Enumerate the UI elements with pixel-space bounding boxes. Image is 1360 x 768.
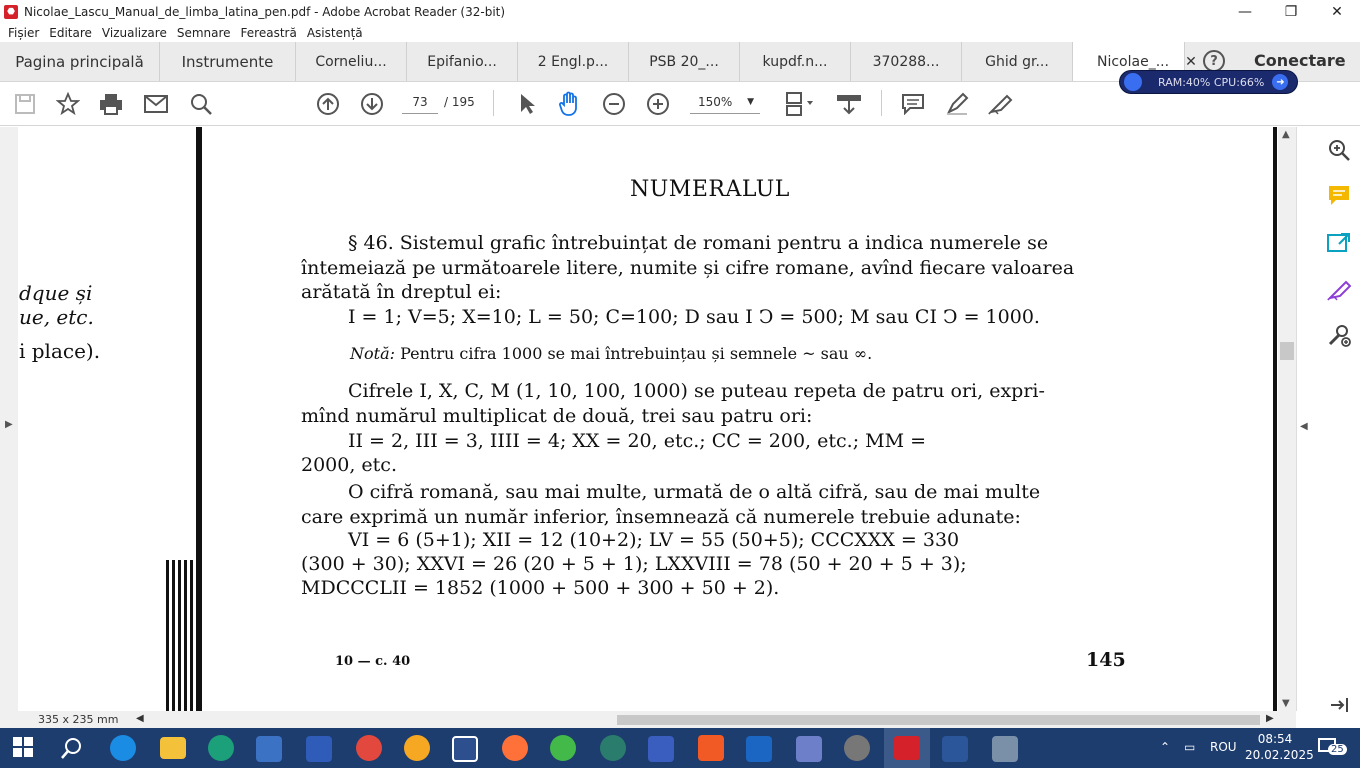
title-bar xyxy=(0,0,1360,23)
tab-active-label: Nicolae_... xyxy=(1097,53,1170,70)
brave-icon[interactable] xyxy=(698,735,724,761)
prev-page-line-3: i place). xyxy=(19,339,101,363)
para3-line-3: VI = 6 (5+1); XII = 12 (10+2); LV = 55 (50+5); CCCXXX = 330 xyxy=(348,529,960,551)
zoom-select[interactable] xyxy=(690,90,760,114)
email-icon[interactable] xyxy=(143,91,169,117)
tools-wrench-icon[interactable] xyxy=(1326,322,1352,348)
monitor-text: RAM:40% CPU:66% xyxy=(1158,75,1265,89)
clock-date: 20.02.2025 xyxy=(1245,748,1314,762)
tab-home[interactable]: Pagina principală xyxy=(0,42,160,81)
para1-line-3: arătată în dreptul ei: xyxy=(301,281,502,303)
para2-line-4: 2000, etc. xyxy=(301,454,397,476)
window-title: Nicolae_Lascu_Manual_de_limba_latina_pen.pdf - Adobe Acrobat Reader (32-bit) xyxy=(24,4,506,19)
para2-line-2: mînd numărul multiplicat de două, trei sau patru ori: xyxy=(301,405,813,427)
bookmark-star-icon[interactable] xyxy=(55,91,81,117)
file-explorer-icon[interactable] xyxy=(160,737,186,759)
page-total: / 195 xyxy=(444,95,475,109)
chrome-icon[interactable] xyxy=(356,735,382,761)
select-cursor-icon[interactable] xyxy=(514,91,540,117)
right-tools-panel xyxy=(1296,127,1360,711)
para2-line-1: Cifrele I, X, C, M (1, 10, 100, 1000) se puteau repeta de patru ori, expri- xyxy=(348,380,1045,402)
tab-doc-1[interactable]: Corneliu... xyxy=(296,42,407,81)
para3-line-4: (300 + 30); XXVI = 26 (20 + 5 + 1); LXXVIII = 78 (50 + 20 + 5 + 3); xyxy=(301,553,967,575)
print-icon[interactable] xyxy=(98,91,124,117)
zoom-out-icon[interactable] xyxy=(601,91,627,117)
scroll-down-icon[interactable]: ▼ xyxy=(1282,698,1290,709)
display-app-icon[interactable] xyxy=(992,736,1018,762)
scroll-right-icon[interactable]: ▶ xyxy=(1266,713,1274,724)
tab-doc-5[interactable]: kupdf.n... xyxy=(740,42,851,81)
globe-app-icon[interactable] xyxy=(550,735,576,761)
menu-help[interactable]: Asistență xyxy=(306,25,363,40)
cube-app-icon[interactable] xyxy=(796,736,822,762)
notification-count: 25 xyxy=(1328,744,1347,755)
hand-tool-icon[interactable] xyxy=(557,91,583,117)
export-pdf-icon[interactable] xyxy=(1326,230,1352,256)
word-icon[interactable] xyxy=(942,736,968,762)
fit-page-icon[interactable] xyxy=(781,91,817,117)
page-footer-signature: 10 — c. 40 xyxy=(335,654,411,669)
menu-sign[interactable]: Semnare xyxy=(176,25,231,40)
menu-bar xyxy=(0,23,1360,42)
prev-page-line-1: dque și xyxy=(19,281,93,305)
left-panel-collapsed[interactable] xyxy=(0,127,18,711)
page-number-printed: 145 xyxy=(1086,649,1126,671)
menu-file[interactable]: Fișier xyxy=(8,25,40,40)
clock-time: 08:54 xyxy=(1257,732,1293,746)
save-icon[interactable] xyxy=(12,91,38,117)
rocket-icon xyxy=(1124,73,1142,91)
disk-app-icon[interactable] xyxy=(648,736,674,762)
search-taskbar-icon[interactable] xyxy=(60,736,86,762)
para3-line-1: O cifră romană, sau mai multe, urmată de o altă cifră, sau de mai multe xyxy=(348,481,1041,503)
windows-start-icon[interactable] xyxy=(12,736,34,758)
taskbar-clock[interactable] xyxy=(1245,731,1314,763)
search-icon[interactable] xyxy=(188,91,214,117)
scroll-thumb[interactable] xyxy=(1280,342,1294,360)
notification-center-icon[interactable] xyxy=(1318,738,1344,755)
page-down-icon[interactable] xyxy=(359,91,385,117)
tab-doc-3[interactable]: 2 Engl.p... xyxy=(518,42,629,81)
book-spine-edge xyxy=(166,560,196,711)
vertical-scrollbar[interactable] xyxy=(1278,127,1296,711)
tray-chevron-up-icon[interactable]: ⌃ xyxy=(1160,740,1171,754)
panel-toggle-icon[interactable] xyxy=(1326,692,1352,718)
arrow-right-icon[interactable]: ➜ xyxy=(1272,74,1288,90)
tab-doc-4[interactable]: PSB 20_... xyxy=(629,42,740,81)
horizontal-scroll-thumb[interactable] xyxy=(617,715,1260,725)
system-monitor-widget[interactable] xyxy=(1119,70,1298,94)
media-player-icon[interactable] xyxy=(256,736,282,762)
nota-text: Pentru cifra 1000 se mai întrebuințau și semnele ~ sau ∞. xyxy=(400,344,873,363)
para1-line-1: § 46. Sistemul grafic întrebuințat de romani pentru a indica numerele se xyxy=(348,232,1049,254)
chevron-down-icon: ▼ xyxy=(747,96,754,107)
language-indicator[interactable]: ROU xyxy=(1210,740,1237,754)
maximize-button[interactable]: ❐ xyxy=(1284,3,1298,20)
sign-icon[interactable] xyxy=(988,91,1014,117)
status-bar xyxy=(0,711,1296,728)
internet-explorer-icon[interactable] xyxy=(110,735,136,761)
collapse-right-panel-icon[interactable]: ◀ xyxy=(1300,421,1308,432)
para3-line-5: MDCCCLII = 1852 (1000 + 500 + 300 + 50 + 2). xyxy=(301,577,780,599)
prev-page-line-2: ue, etc. xyxy=(19,305,94,329)
close-window-button[interactable]: ✕ xyxy=(1331,3,1343,20)
highlight-pen-icon[interactable] xyxy=(944,91,970,117)
scroll-mode-icon[interactable] xyxy=(836,91,862,117)
acrobat-icon: ⬣ xyxy=(4,5,18,19)
comment-icon[interactable] xyxy=(900,91,926,117)
zoom-value: 150% xyxy=(698,94,733,109)
acrobat-taskbar-active[interactable] xyxy=(884,728,930,768)
zoom-tool-icon[interactable] xyxy=(1326,137,1352,163)
green-app-icon[interactable] xyxy=(600,735,626,761)
bw-app-icon[interactable] xyxy=(844,735,870,761)
network-icon[interactable]: ▭ xyxy=(1184,740,1196,754)
menu-view[interactable]: Vizualizare xyxy=(101,25,167,40)
para1-line-2: întemeiază pe următoarele litere, numite și cifre romane, avînd fiecare valoarea xyxy=(301,257,1075,279)
save-app-icon[interactable] xyxy=(306,736,332,762)
tab-tools[interactable]: Instrumente xyxy=(160,42,296,81)
fill-sign-icon[interactable] xyxy=(1326,277,1352,303)
firefox-icon[interactable] xyxy=(502,735,528,761)
page-heading: NUMERALUL xyxy=(630,177,790,202)
page-size-label: 335 x 235 mm xyxy=(38,713,119,726)
tab-doc-7[interactable]: Ghid gr... xyxy=(962,42,1073,81)
help-icon[interactable]: ? xyxy=(1203,50,1225,72)
edge-browser-icon[interactable] xyxy=(208,735,234,761)
tab-close-icon[interactable]: ✕ xyxy=(1185,53,1197,70)
menu-window[interactable]: Fereastră xyxy=(240,25,297,40)
para2-line-3: II = 2, III = 3, IIII = 4; XX = 20, etc.; CC = 200, etc.; MM = xyxy=(348,430,927,452)
zoom-in-icon[interactable] xyxy=(645,91,671,117)
scroll-left-icon[interactable]: ◀ xyxy=(136,713,144,724)
nota-line xyxy=(350,344,872,363)
orange-app-icon[interactable] xyxy=(404,735,430,761)
tab-doc-2[interactable]: Epifanio... xyxy=(407,42,518,81)
page-up-icon[interactable] xyxy=(315,91,341,117)
page-number-input[interactable]: 73 xyxy=(402,90,438,114)
menu-edit[interactable]: Editare xyxy=(49,25,92,40)
scroll-up-icon[interactable]: ▲ xyxy=(1282,129,1290,140)
expand-left-panel-icon[interactable]: ▶ xyxy=(5,419,13,430)
blue-app-icon[interactable] xyxy=(746,736,772,762)
book-spine-shadow xyxy=(196,127,202,711)
nota-label: Notă: xyxy=(350,344,395,363)
tab-doc-6[interactable]: 370288... xyxy=(851,42,962,81)
para3-line-2: care exprimă un număr inferior, însemnează că numerele trebuie adunate: xyxy=(301,506,1021,528)
numerals-line: I = 1; V=5; X=10; L = 50; C=100; D sau I Ↄ = 500; M sau CI Ↄ = 1000. xyxy=(348,306,1040,328)
comment-panel-icon[interactable] xyxy=(1326,183,1352,209)
connect-link[interactable]: Conectare xyxy=(1254,51,1346,70)
windows-taskbar xyxy=(0,728,1360,768)
calendar-app-icon[interactable] xyxy=(452,736,478,762)
minimize-button[interactable]: — xyxy=(1238,3,1252,20)
page-right-edge xyxy=(1273,127,1277,711)
